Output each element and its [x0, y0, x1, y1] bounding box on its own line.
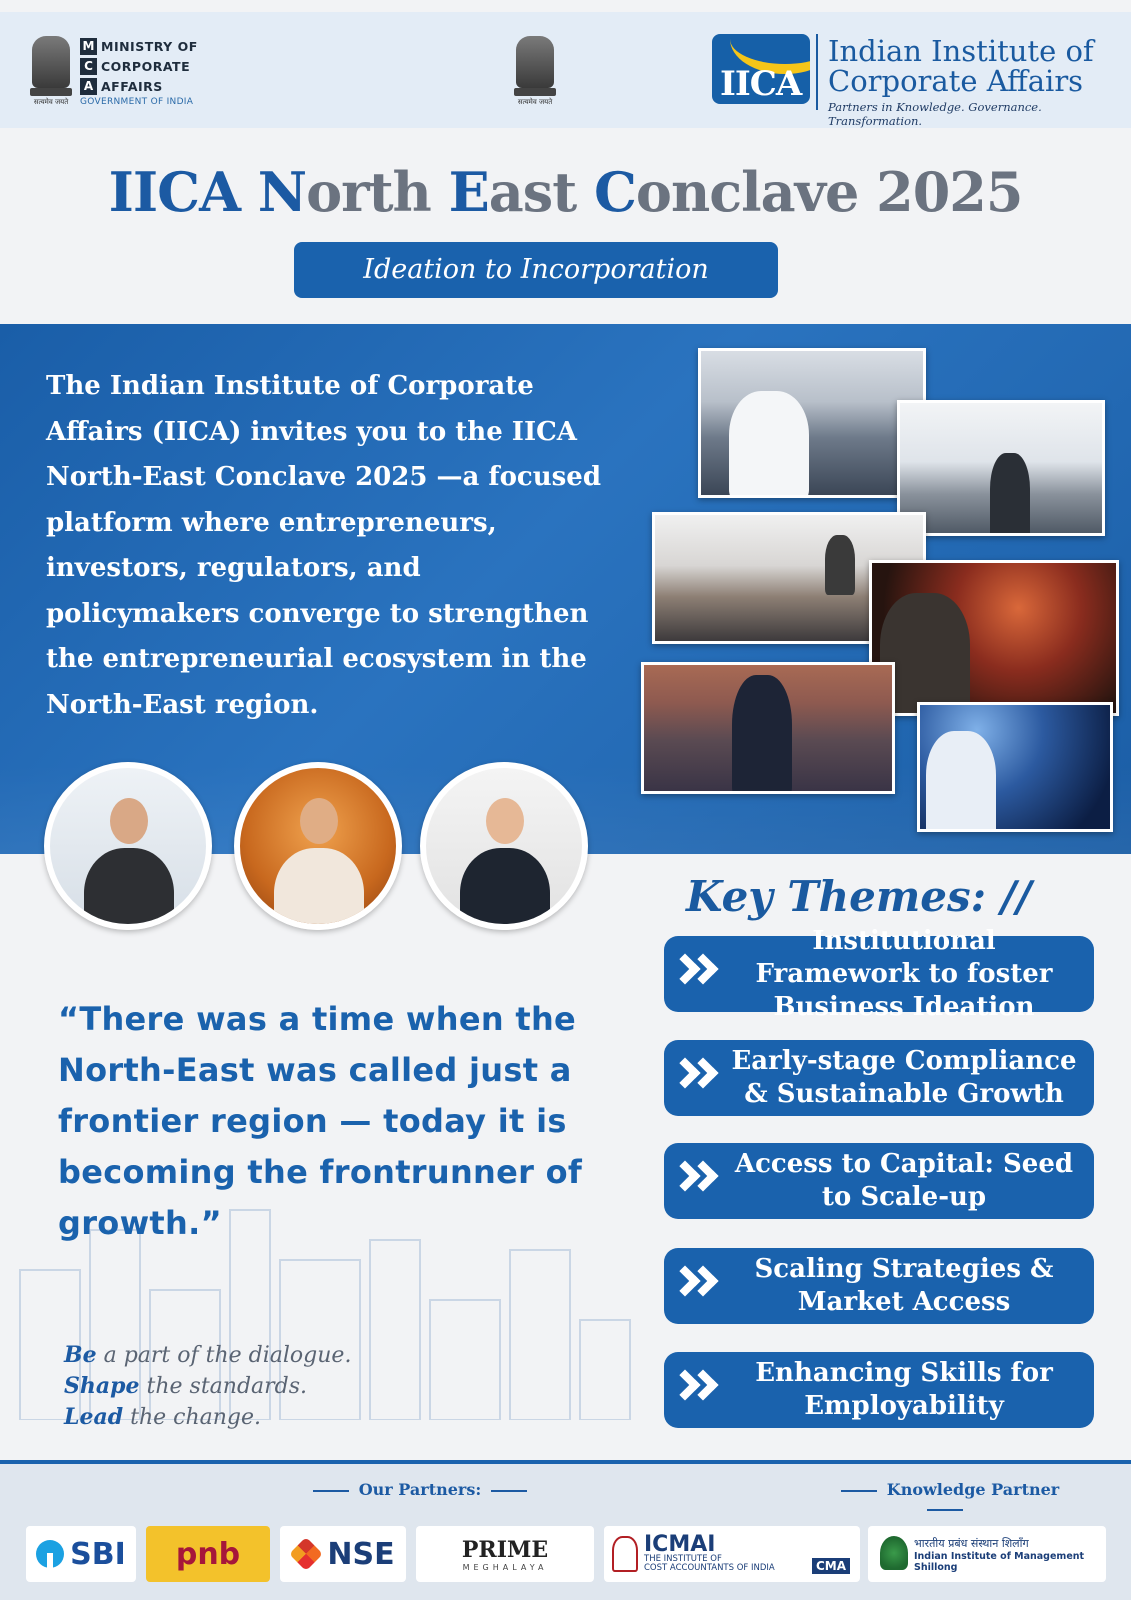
page-title	[0, 160, 1131, 224]
iim-hindi-name: भारतीय प्रबंध संस्थान शिलॉंग	[914, 1536, 1029, 1550]
mca-letter-m: M	[80, 38, 97, 55]
mca-word-ministry: MINISTRY OF	[101, 38, 198, 54]
iica-divider	[816, 34, 818, 110]
theme-label: Institutional Framework to foster Business Ideation	[755, 925, 1053, 1022]
motto-line-2	[64, 1371, 351, 1402]
theme-label: Enhancing Skills for Employability	[755, 1358, 1053, 1421]
mca-government-label: GOVERNMENT OF INDIA	[80, 97, 194, 107]
motto-lines	[64, 1340, 351, 1433]
iica-logo	[712, 34, 810, 104]
lion-capital-icon	[32, 36, 70, 88]
theme-item	[664, 1248, 1094, 1324]
theme-item	[664, 925, 1094, 1022]
subtitle-banner: Ideation to Incorporation	[294, 242, 778, 298]
theme-item	[664, 1143, 1094, 1219]
pnb-logo	[146, 1526, 270, 1582]
theme-label: Scaling Strategies & Market Access	[754, 1254, 1054, 1317]
title-part: N	[257, 160, 307, 224]
speaker-photo-2	[234, 762, 402, 930]
speaker-photo-1	[44, 762, 212, 930]
prime-sub-text: MEGHALAYA	[462, 1562, 548, 1572]
title-part: ast	[488, 160, 594, 224]
icmai-logo	[604, 1526, 860, 1582]
iim-english-name: Indian Institute of Management Shillong	[914, 1550, 1085, 1573]
theme-item	[664, 1352, 1094, 1428]
double-chevron-icon	[664, 1040, 728, 1116]
motto-bold: Shape	[64, 1373, 140, 1399]
iica-name-line1: Indian Institute of	[828, 34, 1094, 68]
theme-item	[664, 1040, 1094, 1116]
cma-badge: CMA	[812, 1558, 850, 1574]
title-part: IICA	[108, 160, 258, 224]
sbi-logo	[26, 1526, 136, 1582]
title-part: onclave 2025	[635, 160, 1023, 224]
icmai-line2: COST ACCOUNTANTS OF INDIA	[644, 1563, 775, 1573]
knowledge-partner-label	[820, 1480, 1070, 1518]
mca-letter-c: C	[80, 58, 97, 75]
double-chevron-icon	[664, 1143, 728, 1219]
sbi-text: SBI	[70, 1536, 126, 1572]
emblem-motto-center: सत्यमेव जयते	[517, 98, 553, 106]
national-emblem-left	[28, 32, 74, 108]
motto-line-1	[64, 1340, 351, 1371]
partners-label	[300, 1480, 540, 1499]
motto-line-3	[64, 1402, 351, 1433]
icmai-seal-icon	[612, 1536, 638, 1572]
nse-logo	[280, 1526, 406, 1582]
motto-bold: Be	[64, 1342, 97, 1368]
emblem-motto: सत्यमेव जयते	[33, 98, 69, 106]
prime-meghalaya-logo	[416, 1526, 594, 1582]
event-photo-1	[698, 348, 926, 498]
quote-text: “There was a time when the North-East was called just a frontier region — today it is becoming the frontrunner of growth.”	[58, 1000, 583, 1242]
icmai-text: ICMAI	[644, 1532, 716, 1557]
iim-shillong-logo	[868, 1526, 1106, 1582]
mca-word-affairs: AFFAIRS	[101, 78, 163, 94]
event-photo-4	[869, 560, 1119, 716]
national-emblem-center	[512, 32, 558, 108]
theme-label: Access to Capital: Seed to Scale-up	[734, 1149, 1074, 1212]
iim-seal-icon	[880, 1536, 908, 1570]
nse-mark-icon	[289, 1537, 323, 1571]
mca-letter-a: A	[80, 78, 97, 95]
double-chevron-icon	[664, 1352, 728, 1428]
prime-text: PRIME	[461, 1536, 549, 1563]
event-photo-6	[917, 702, 1113, 832]
motto-rest: the standards.	[139, 1374, 308, 1399]
pnb-text: pnb	[175, 1536, 241, 1572]
iica-logo-text: IICA	[720, 64, 802, 104]
theme-label: Early-stage Compliance & Sustainable Growth	[731, 1046, 1077, 1109]
intro-text: The Indian Institute of Corporate Affairs (IICA) invites you to the IICA North-East Conclave 2025 —a focused platform where entrepreneurs, investors, regulators, and policymakers converge to strengthen the entrepreneurial ecosystem in the North-East region.	[46, 371, 602, 720]
icmai-line1: THE INSTITUTE OF	[644, 1554, 722, 1564]
mca-logo	[80, 36, 198, 96]
nse-text: NSE	[327, 1536, 395, 1572]
partners-label-text: Our Partners:	[358, 1480, 482, 1499]
title-part: orth	[306, 160, 449, 224]
iica-tagline: Partners in Knowledge. Governance. Transformation.	[828, 100, 1042, 128]
motto-bold: Lead	[64, 1404, 124, 1430]
iica-name	[828, 36, 1094, 96]
event-photo-2	[897, 400, 1105, 536]
key-themes-title: Key Themes: //	[686, 872, 1032, 921]
motto-rest: the change.	[123, 1405, 261, 1430]
double-chevron-icon	[664, 1248, 728, 1324]
mca-word-corporate: CORPORATE	[101, 58, 191, 74]
title-part: C	[593, 160, 636, 224]
knowledge-partner-label-text: Knowledge Partner	[886, 1480, 1060, 1499]
motto-rest: a part of the dialogue.	[96, 1343, 352, 1368]
iica-name-line2: Corporate Affairs	[828, 64, 1084, 98]
double-chevron-icon	[664, 936, 728, 1012]
event-photo-5	[641, 662, 895, 794]
sbi-keyhole-icon	[36, 1540, 64, 1568]
speaker-photo-3	[420, 762, 588, 930]
lion-capital-icon	[516, 36, 554, 88]
title-part: E	[448, 160, 489, 224]
